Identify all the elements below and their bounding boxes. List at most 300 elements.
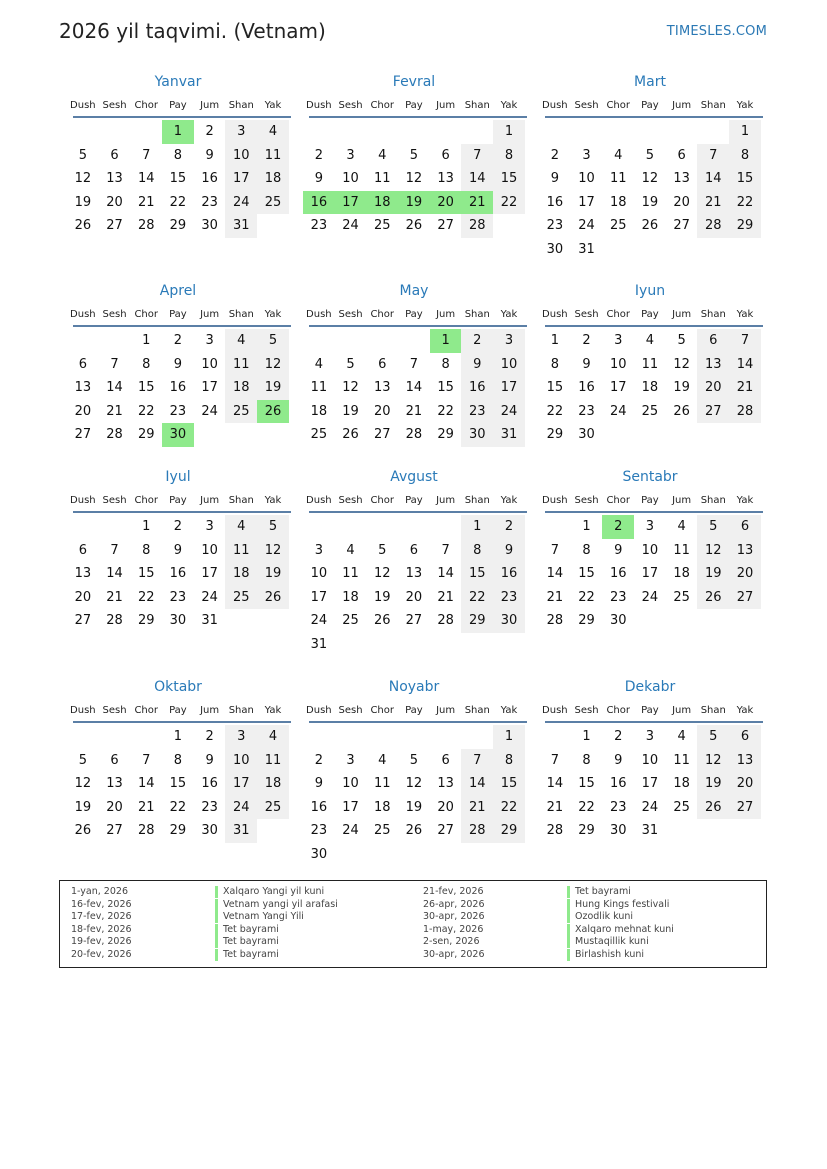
day-cell: 15	[461, 562, 493, 586]
day-cell: 17	[641, 776, 659, 792]
day-cell: 8	[142, 356, 151, 372]
day-cell: 8	[582, 752, 591, 768]
day-cell: 12	[74, 171, 92, 187]
day-cell: 8	[493, 749, 525, 773]
day-cell: 14	[137, 171, 155, 187]
weekday-label: Yak	[264, 704, 282, 716]
day-cell: 28	[405, 427, 423, 443]
week-row	[303, 772, 525, 796]
legend-date: 21-fev, 2026	[423, 886, 484, 897]
day-cell: 2	[493, 515, 525, 539]
week-row	[67, 423, 289, 447]
legend-date: 2-sen, 2026	[423, 936, 480, 947]
day-cell: 10	[578, 171, 595, 187]
day-cell: 21	[106, 589, 123, 605]
empty-cell	[729, 819, 761, 843]
day-cell: 9	[550, 171, 559, 187]
day-cell: 9	[205, 147, 214, 163]
day-cell: 7	[409, 356, 419, 372]
empty-cell	[493, 843, 525, 867]
week-row	[539, 772, 761, 796]
day-grid	[67, 515, 289, 633]
empty-cell	[697, 609, 729, 633]
day-cell: 13	[437, 776, 454, 792]
day-cell: 12	[74, 776, 92, 792]
week-row	[539, 214, 761, 238]
day-cell: 26	[74, 823, 92, 839]
empty-cell	[99, 120, 131, 144]
day-cell: 17	[493, 376, 525, 400]
empty-cell	[729, 609, 761, 633]
empty-cell	[99, 329, 131, 353]
empty-cell	[634, 238, 666, 262]
weekday-label: Dush	[70, 99, 96, 111]
day-cell: 13	[437, 171, 454, 187]
day-grid	[67, 725, 289, 843]
empty-cell	[225, 423, 257, 447]
empty-cell	[67, 329, 99, 353]
day-cell: 18	[257, 772, 289, 796]
empty-cell	[493, 633, 525, 657]
day-cell: 14	[546, 566, 564, 582]
day-cell: 22	[493, 191, 525, 215]
day-cell: 17	[578, 194, 595, 210]
day-cell: 6	[378, 356, 387, 372]
empty-cell	[366, 329, 398, 353]
day-cell: 12	[697, 539, 729, 563]
day-cell: 23	[546, 218, 564, 234]
day-cell: 24	[493, 400, 525, 424]
day-cell: 29	[137, 427, 155, 443]
day-cell: 25	[673, 799, 690, 815]
day-cell: 28	[729, 400, 761, 424]
weekday-label: Shan	[700, 99, 726, 111]
day-cell: 6	[729, 515, 761, 539]
day-cell: 25	[609, 218, 627, 234]
day-cell: 24	[225, 796, 257, 820]
day-cell: 20	[106, 799, 123, 815]
empty-cell	[398, 633, 430, 657]
day-cell: 15	[169, 171, 187, 187]
day-cell: 6	[677, 147, 686, 163]
day-cell: 15	[578, 566, 595, 582]
empty-cell	[697, 120, 729, 144]
day-cell: 26	[257, 400, 289, 424]
weekday-label: Dush	[306, 99, 332, 111]
empty-cell	[130, 120, 162, 144]
day-cell: 20	[430, 191, 462, 215]
day-cell: 9	[582, 356, 591, 372]
day-cell: 4	[225, 329, 257, 353]
header-rule	[545, 325, 763, 327]
day-cell: 26	[405, 218, 423, 234]
day-cell: 8	[729, 144, 761, 168]
day-cell: 18	[673, 776, 690, 792]
day-cell: 2	[461, 329, 493, 353]
day-cell: 1	[173, 729, 183, 744]
week-row	[67, 191, 289, 215]
legend-marker	[215, 936, 218, 948]
day-cell: 24	[201, 589, 218, 605]
empty-cell	[303, 725, 335, 749]
day-cell: 8	[461, 539, 493, 563]
day-cell: 25	[257, 796, 289, 820]
day-cell: 11	[609, 171, 627, 187]
day-cell: 11	[673, 752, 690, 768]
day-cell: 13	[405, 566, 423, 582]
day-cell: 5	[645, 147, 655, 163]
week-row	[303, 120, 525, 144]
empty-cell	[539, 120, 571, 144]
empty-cell	[539, 515, 571, 539]
week-row	[303, 843, 525, 867]
day-cell: 28	[546, 823, 564, 839]
day-cell: 27	[697, 400, 729, 424]
day-cell: 22	[137, 589, 155, 605]
day-cell: 16	[201, 776, 218, 792]
day-cell: 23	[310, 218, 328, 234]
weekday-label: Sesh	[102, 494, 127, 506]
day-cell: 20	[673, 194, 690, 210]
day-cell: 25	[225, 586, 257, 610]
day-cell: 27	[729, 796, 761, 820]
empty-cell	[666, 609, 698, 633]
day-cell: 26	[373, 613, 391, 629]
site-link[interactable]: TIMESLES.COM	[666, 24, 767, 39]
week-row	[67, 144, 289, 168]
day-cell: 19	[697, 562, 729, 586]
week-row	[539, 539, 761, 563]
day-cell: 28	[106, 613, 123, 629]
weekday-header	[67, 306, 289, 322]
day-cell: 5	[78, 147, 87, 163]
day-cell: 9	[173, 356, 183, 372]
week-row	[539, 819, 761, 843]
weekday-label: Sesh	[574, 99, 599, 111]
day-cell: 2	[173, 333, 183, 348]
day-cell: 3	[225, 120, 257, 144]
day-cell: 22	[137, 403, 155, 419]
empty-cell	[257, 423, 289, 447]
empty-cell	[461, 843, 493, 867]
weekday-label: Chor	[134, 704, 158, 716]
week-row	[67, 214, 289, 238]
day-cell: 16	[310, 799, 328, 815]
day-cell: 18	[225, 562, 257, 586]
day-cell: 29	[169, 218, 187, 234]
day-cell: 18	[310, 403, 328, 419]
day-cell: 8	[142, 542, 151, 558]
day-cell: 26	[697, 796, 729, 820]
month-name: Avgust	[390, 469, 438, 485]
day-cell: 29	[546, 427, 564, 443]
day-cell: 13	[74, 566, 92, 582]
weekday-label: Shan	[464, 494, 490, 506]
day-cell: 15	[578, 776, 595, 792]
week-row	[539, 749, 761, 773]
month-name: Fevral	[392, 74, 436, 90]
empty-cell	[666, 120, 698, 144]
empty-cell	[602, 120, 634, 144]
day-grid	[67, 120, 289, 238]
week-row	[67, 819, 289, 843]
day-cell: 21	[546, 799, 564, 815]
legend-marker	[567, 911, 570, 923]
day-cell: 6	[110, 147, 119, 163]
day-cell: 14	[405, 380, 423, 396]
day-cell: 26	[342, 427, 359, 443]
day-cell: 15	[137, 380, 155, 396]
weekday-label: Dush	[306, 704, 332, 716]
day-cell: 2	[314, 147, 323, 163]
day-cell: 17	[310, 589, 328, 605]
day-cell: 11	[225, 353, 257, 377]
weekday-header	[303, 702, 525, 718]
day-cell: 14	[546, 776, 564, 792]
week-row	[303, 562, 525, 586]
day-cell: 10	[201, 542, 218, 558]
week-row	[539, 515, 761, 539]
day-cell: 12	[697, 749, 729, 773]
day-cell: 13	[729, 749, 761, 773]
legend-marker	[567, 936, 570, 948]
week-row	[303, 423, 525, 447]
day-cell: 21	[437, 589, 454, 605]
week-row	[539, 609, 761, 633]
day-cell: 26	[641, 218, 659, 234]
day-cell: 3	[645, 519, 655, 534]
legend-date: 1-yan, 2026	[71, 886, 128, 897]
week-row	[67, 539, 289, 563]
week-row	[303, 353, 525, 377]
day-grid	[539, 725, 761, 843]
day-cell: 29	[137, 613, 155, 629]
empty-cell	[697, 238, 729, 262]
day-cell: 2	[582, 333, 591, 348]
month-name: Aprel	[159, 283, 197, 299]
day-cell: 16	[578, 380, 595, 396]
day-cell: 31	[641, 823, 659, 839]
weekday-label: Shan	[228, 494, 254, 506]
day-cell: 19	[257, 562, 289, 586]
weekday-label: Pay	[641, 494, 659, 506]
weekday-label: Sesh	[102, 99, 127, 111]
day-cell: 17	[225, 772, 257, 796]
legend-marker	[567, 924, 570, 936]
day-cell: 7	[461, 144, 493, 168]
legend-holiday-name: Vetnam yangi yil arafasi	[223, 898, 338, 910]
day-cell: 5	[409, 147, 419, 163]
week-row	[539, 423, 761, 447]
weekday-label: Shan	[700, 704, 726, 716]
weekday-label: Chor	[370, 494, 394, 506]
week-row	[303, 191, 525, 215]
day-cell: 9	[461, 353, 493, 377]
day-cell: 29	[169, 823, 187, 839]
day-cell: 2	[205, 124, 214, 139]
day-cell: 18	[641, 380, 659, 396]
header-rule	[309, 325, 527, 327]
day-cell: 22	[169, 194, 187, 210]
day-cell: 7	[550, 542, 559, 558]
day-cell: 22	[437, 403, 454, 419]
month-may	[303, 282, 525, 447]
day-cell: 28	[546, 613, 564, 629]
day-cell: 16	[609, 566, 627, 582]
day-cell: 22	[546, 403, 564, 419]
day-cell: 10	[342, 776, 359, 792]
day-cell: 31	[578, 241, 595, 257]
weekday-label: Chor	[370, 704, 394, 716]
weekday-header	[539, 492, 761, 508]
day-cell: 31	[493, 423, 525, 447]
day-cell: 5	[78, 752, 87, 768]
weekday-label: Chor	[370, 308, 394, 320]
day-cell: 17	[641, 566, 659, 582]
day-grid	[303, 515, 525, 657]
day-cell: 22	[578, 589, 595, 605]
day-cell: 2	[314, 752, 323, 768]
weekday-label: Dush	[542, 704, 568, 716]
header-rule	[73, 325, 291, 327]
empty-cell	[366, 725, 398, 749]
day-cell: 13	[74, 380, 92, 396]
day-cell: 9	[614, 752, 623, 768]
day-cell: 1	[493, 120, 525, 144]
day-cell: 29	[461, 609, 493, 633]
day-cell: 15	[493, 167, 525, 191]
day-cell: 11	[257, 144, 289, 168]
day-cell: 16	[303, 191, 335, 215]
month-oktabr	[67, 678, 289, 843]
day-cell: 28	[106, 427, 123, 443]
holiday-legend	[59, 880, 767, 968]
weekday-header	[539, 97, 761, 113]
day-cell: 19	[673, 380, 690, 396]
day-cell: 28	[461, 214, 493, 238]
weekday-label: Yak	[500, 99, 518, 111]
weekday-label: Pay	[405, 99, 423, 111]
week-row	[67, 400, 289, 424]
day-cell: 12	[257, 539, 289, 563]
day-cell: 8	[582, 542, 591, 558]
empty-cell	[634, 609, 666, 633]
day-cell: 3	[645, 729, 655, 744]
legend-date: 1-may, 2026	[423, 923, 484, 935]
day-cell: 11	[257, 749, 289, 773]
day-cell: 30	[201, 823, 218, 839]
week-row	[67, 725, 289, 749]
day-cell: 29	[729, 214, 761, 238]
day-cell: 24	[201, 403, 218, 419]
month-name: Sentabr	[622, 469, 678, 485]
day-cell: 4	[378, 752, 387, 768]
day-cell: 13	[106, 171, 123, 187]
empty-cell	[602, 423, 634, 447]
day-cell: 8	[550, 356, 559, 372]
day-cell: 21	[697, 191, 729, 215]
day-cell: 26	[257, 586, 289, 610]
day-cell: 15	[493, 772, 525, 796]
empty-cell	[634, 423, 666, 447]
week-row	[303, 214, 525, 238]
day-cell: 3	[493, 329, 525, 353]
legend-marker	[215, 911, 218, 923]
day-cell: 10	[201, 356, 218, 372]
weekday-label: Shan	[228, 704, 254, 716]
day-cell: 22	[729, 191, 761, 215]
day-cell: 22	[169, 799, 187, 815]
month-name: Noyabr	[388, 679, 440, 695]
day-cell: 19	[342, 403, 359, 419]
legend-holiday-name: Xalqaro mehnat kuni	[575, 923, 674, 935]
week-row	[539, 238, 761, 262]
day-cell: 27	[106, 218, 123, 234]
day-cell: 18	[373, 799, 391, 815]
week-row	[303, 515, 525, 539]
weekday-label: Yak	[264, 494, 282, 506]
day-cell: 10	[493, 353, 525, 377]
day-cell: 18	[609, 194, 627, 210]
day-cell: 14	[137, 776, 155, 792]
weekday-label: Dush	[542, 494, 568, 506]
week-row	[539, 353, 761, 377]
day-cell: 24	[578, 218, 595, 234]
day-cell: 22	[493, 796, 525, 820]
day-cell: 24	[225, 191, 257, 215]
day-cell: 1	[582, 519, 591, 534]
header-rule	[309, 116, 527, 118]
day-cell: 3	[582, 147, 591, 163]
day-cell: 10	[609, 356, 627, 372]
day-cell: 12	[342, 380, 359, 396]
day-cell: 15	[169, 776, 187, 792]
empty-cell	[697, 423, 729, 447]
empty-cell	[430, 725, 462, 749]
day-cell: 26	[74, 218, 92, 234]
month-iyun	[539, 282, 761, 447]
empty-cell	[335, 843, 367, 867]
header-rule	[309, 511, 527, 513]
header-rule	[73, 721, 291, 723]
empty-cell	[666, 423, 698, 447]
day-cell: 1	[461, 515, 493, 539]
day-cell: 20	[697, 376, 729, 400]
weekday-label: Shan	[464, 99, 490, 111]
month-aprel	[67, 282, 289, 447]
day-cell: 15	[729, 167, 761, 191]
legend-date: 30-apr, 2026	[423, 911, 485, 922]
week-row	[67, 796, 289, 820]
weekday-label: Sesh	[338, 704, 363, 716]
day-cell: 10	[641, 542, 659, 558]
day-cell: 5	[697, 515, 729, 539]
day-cell: 5	[346, 356, 355, 372]
weekday-label: Jum	[436, 494, 456, 506]
month-name: Iyun	[634, 283, 666, 299]
weekday-label: Pay	[405, 494, 423, 506]
day-cell: 3	[205, 333, 214, 348]
day-cell: 8	[441, 356, 450, 372]
day-cell: 20	[74, 589, 92, 605]
empty-cell	[335, 515, 367, 539]
empty-cell	[257, 609, 289, 633]
weekday-label: Pay	[641, 99, 659, 111]
header-rule	[545, 721, 763, 723]
day-cell: 15	[137, 566, 155, 582]
weekday-label: Dush	[70, 704, 96, 716]
week-row	[539, 191, 761, 215]
